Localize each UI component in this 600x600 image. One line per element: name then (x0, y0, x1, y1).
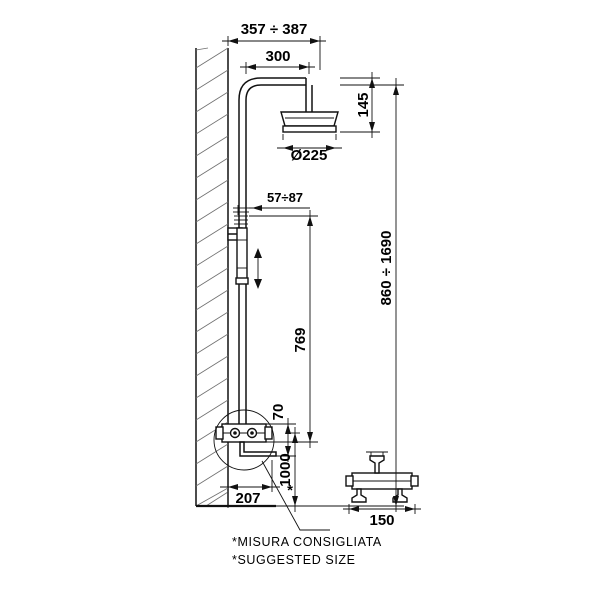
dimension-floor-height-label: 1000 (277, 453, 294, 487)
dimension-hose-range (249, 190, 310, 211)
note-line-italian: *MISURA CONSIGLIATA (232, 535, 382, 549)
dimension-total-range-label: 860 ÷ 1690 (378, 230, 395, 306)
dimension-arm-length (240, 48, 315, 74)
dimension-arm-length-label: 300 (265, 48, 291, 65)
hand-shower-slider (228, 205, 262, 289)
dimension-rail-length-label: 769 (292, 327, 309, 353)
dimension-floor-height (277, 427, 300, 512)
note-line-english: *SUGGESTED SIZE (232, 553, 356, 567)
dimension-base-width (220, 460, 280, 508)
dimension-head-diameter-label: Ø225 (290, 147, 328, 164)
dimension-top-range-label: 357 ÷ 387 (240, 21, 308, 38)
dimension-mixer-width (343, 504, 421, 529)
dimension-base-width-label: 207 (235, 490, 261, 507)
dimension-head-height-label: 145 (355, 92, 372, 118)
mixer-front-elevation (346, 452, 418, 502)
dimension-head-height (340, 72, 380, 138)
dimension-head-diameter (277, 134, 342, 164)
shower-column-body (239, 78, 338, 430)
notes-block (232, 535, 382, 567)
dimension-asterisk: * (287, 482, 293, 499)
dimension-hose-range-label: 57÷87 (266, 190, 304, 205)
dimension-valve-offset-label: 70 (270, 403, 287, 421)
dimension-mixer-width-label: 150 (369, 512, 395, 529)
